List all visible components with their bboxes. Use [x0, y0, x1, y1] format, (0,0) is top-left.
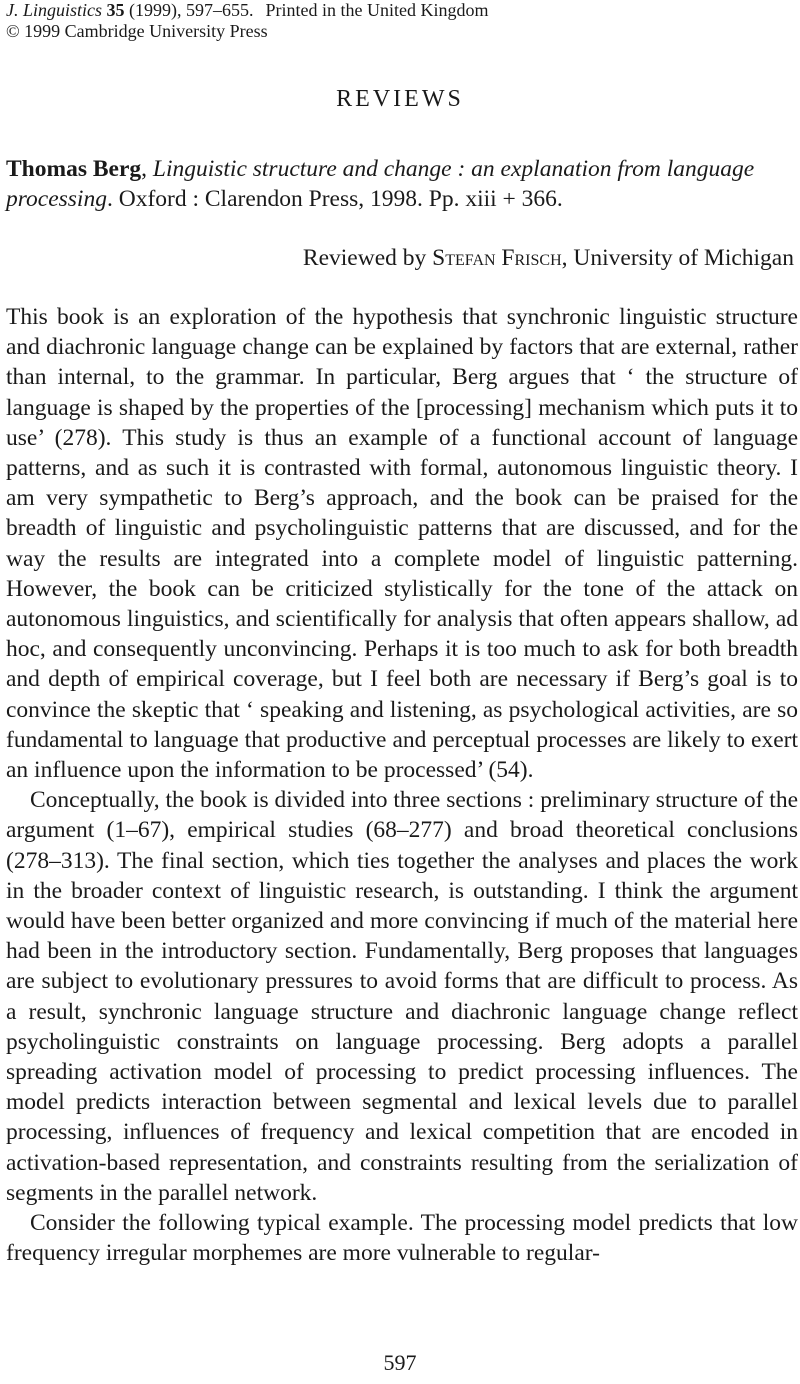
printed-notice: Printed in the United Kingdom	[265, 0, 489, 20]
reviewer-line: Reviewed by Stefan Frisch, University of Michigan	[302, 245, 794, 271]
journal-volume: 35	[106, 0, 125, 20]
page-number: 597	[383, 1350, 417, 1375]
reviewer-name: Stefan Frisch	[432, 245, 562, 271]
paragraph-1: This book is an exploration of the hypothesis that synchronic linguistic structure and diachronic language change can be explained by factors that are external, rather than internal, to the grammar. In particular, Berg argues that ‘ the structure of language is shaped by the properties of the [processing] mechanism which puts it to use’ (278). This study is thus an example of a functional account of language patterns, and as such it is contrasted with formal, autonomous linguistic theory. I am very sympathetic to Berg’s approach, and the book can be praised for the breadth of linguistic and psycholinguistic patterns that are discussed, and for the way the results are integrated into a complete model of linguistic patterning. However, the book can be criticized stylistically for the tone of the attack on autonomous linguistics, and scientifically for analysis that often appears shallow, ad hoc, and consequently unconvincing. Perhaps it is too much to ask for both breadth and depth of empirical coverage, but I feel both are necessary if Berg’s goal is to convince the skeptic that ‘ speaking and listening, as psychological activities, are so fundamental to language that productive and perceptual processes are likely to exert an influence upon the information to be processed’ (54).	[6, 304, 798, 784]
journal-name: J. Linguistics	[6, 0, 103, 20]
section-title: REVIEWS	[336, 86, 464, 112]
reviewer-affiliation: University of Michigan	[573, 245, 794, 271]
book-author: Thomas Berg	[6, 156, 142, 182]
book-title: Linguistic structure and change : an explanation from language processing	[6, 156, 755, 212]
book-citation: Thomas Berg, Linguistic structure and change : an explanation from language processing. Oxford : Clarendon Press, 1998. Pp. xiii + 366.	[6, 156, 755, 212]
journal-year-pages: (1999), 597–655.	[129, 0, 254, 20]
journal-citation-line	[6, 0, 489, 21]
paragraph-3: Consider the following typical example. The processing model predicts that low frequency irregular morphemes are more vulnerable to regular-	[6, 1210, 798, 1267]
paragraph-2: Conceptually, the book is divided into three sections : preliminary structure of the argument (1–67), empirical studies (68–277) and broad theoretical conclusions (278–313). The final section, which ties together the analyses and places the work in the broader context of linguistic research, is outstanding. I think the argument would have been better organized and more convincing if much of the material here had been in the introductory section. Fundamentally, Berg proposes that languages are subject to evolutionary pressures to avoid forms that are difficult to process. As a result, synchronic language structure and diachronic language change reflect psycholinguistic constraints on language processing. Berg adopts a parallel spreading activation model of processing to predict processing influences. The model predicts interaction between segmental and lexical levels due to parallel processing, influences of frequency and lexical competition that are encoded in activation-based representation, and constraints resulting from the serialization of segments in the parallel network.	[6, 787, 798, 1206]
book-details: Oxford : Clarendon Press, 1998. Pp. xiii + 366.	[118, 186, 563, 212]
reviewer-prefix: Reviewed by	[302, 245, 427, 271]
copyright-line: © 1999 Cambridge University Press	[6, 21, 268, 41]
journal-header	[6, 0, 489, 42]
review-body	[6, 302, 798, 1269]
